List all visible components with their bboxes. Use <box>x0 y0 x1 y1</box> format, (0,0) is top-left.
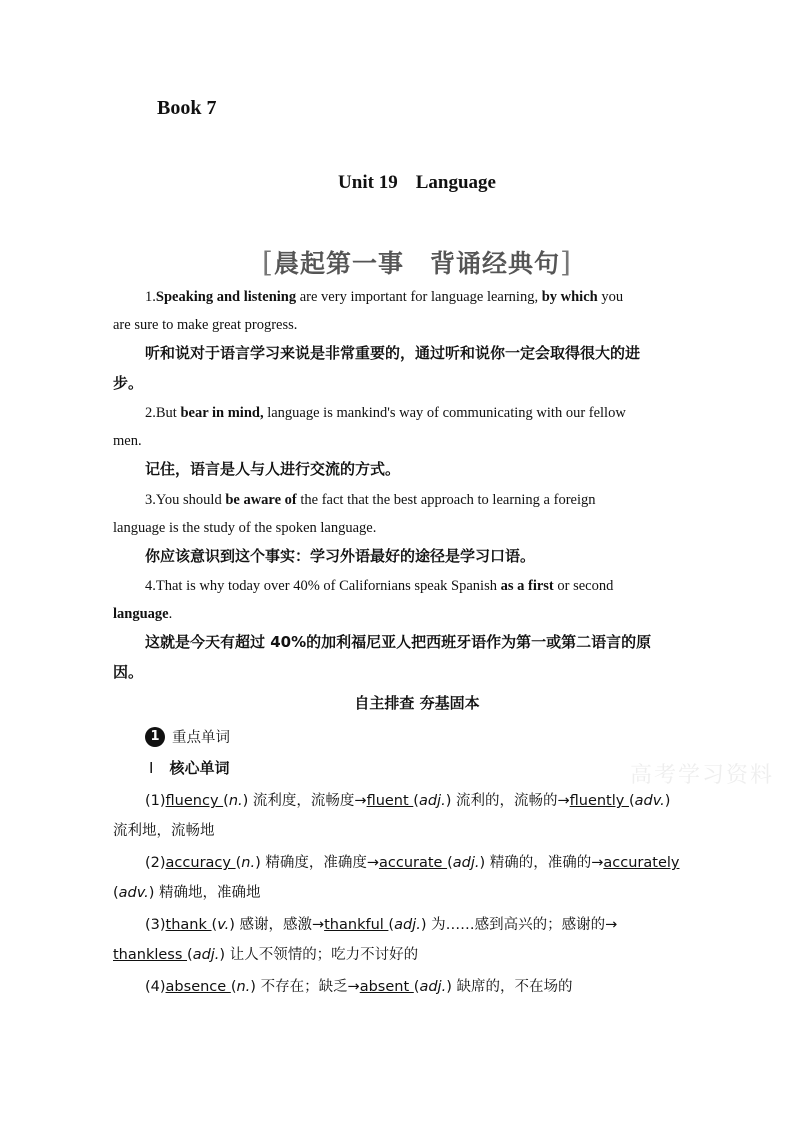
sentence-4-en-line-1: 4.That is why today over 40% of Californians speak Spanish as a first or second <box>145 578 614 594</box>
vocab-4-line-1: (4)absence (n.) 不存在；缺乏→absent (adj.) 缺席的，不在场的 <box>145 979 573 995</box>
vocab-3-line-1: (3)thank (v.) 感谢，感激→thankful (adj.) 为……感到高兴的；感谢的→ <box>145 917 618 933</box>
sentence-4-en-line-2: language. <box>113 606 173 622</box>
sentence-1-zh-line-1: 听和说对于语言学习来说是非常重要的，通过听和说你一定会取得很大的进 <box>145 344 641 362</box>
sentence-3-zh-line-1: 你应该意识到这个事实：学习外语最好的途径是学习口语。 <box>145 547 536 565</box>
sentence-3-en-line-2: language is the study of the spoken language. <box>113 520 377 536</box>
vocab-3-line-2: thankless (adj.) 让人不领情的；吃力不讨好的 <box>113 947 419 963</box>
number-circle-icon: 1 <box>145 727 165 747</box>
section-banner: [晨起第一事 背诵经典句] <box>262 246 572 279</box>
sentence-4-zh-line-1: 这就是今天有超过 40%的加利福尼亚人把西班牙语作为第一或第二语言的原 <box>145 633 652 651</box>
sentence-2-en-line-1: 2.But bear in mind, language is mankind's way of communicating with our fellow <box>145 405 626 421</box>
core-words-heading: Ⅰ 核心单词 <box>149 759 230 777</box>
vocab-2-line-2: (adv.) 精确地，准确地 <box>113 885 261 901</box>
sentence-1-en-line-2: are sure to make great progress. <box>113 317 298 333</box>
vocab-1-line-2: 流利地，流畅地 <box>113 823 215 839</box>
book-title: Book 7 <box>157 97 217 119</box>
subsection-label: 重点单词 <box>172 730 230 746</box>
sentence-2-zh-line-1: 记住，语言是人与人进行交流的方式。 <box>145 460 401 478</box>
sentence-1-zh-line-2: 步。 <box>113 374 144 392</box>
unit-title: Unit 19 Language <box>338 172 496 193</box>
watermark: 高考学习资料 <box>630 763 775 788</box>
sentence-2-en-line-2: men. <box>113 433 142 449</box>
sentence-3-en-line-1: 3.You should be aware of the fact that the best approach to learning a foreign <box>145 492 596 508</box>
vocab-2-line-1: (2)accuracy (n.) 精确度，准确度→accurate (adj.) 精确的，准确的→accurately <box>145 855 680 871</box>
vocab-1-line-1: (1)fluency (n.) 流利度，流畅度→fluent (adj.) 流利的，流畅的→fluently (adv.) <box>145 793 671 809</box>
sentence-1-en-line-1: 1.Speaking and listening are very important for language learning, by which you <box>145 289 624 305</box>
sentence-4-zh-line-2: 因。 <box>113 663 144 681</box>
section-title: 自主排查 夯基固本 <box>354 694 480 712</box>
